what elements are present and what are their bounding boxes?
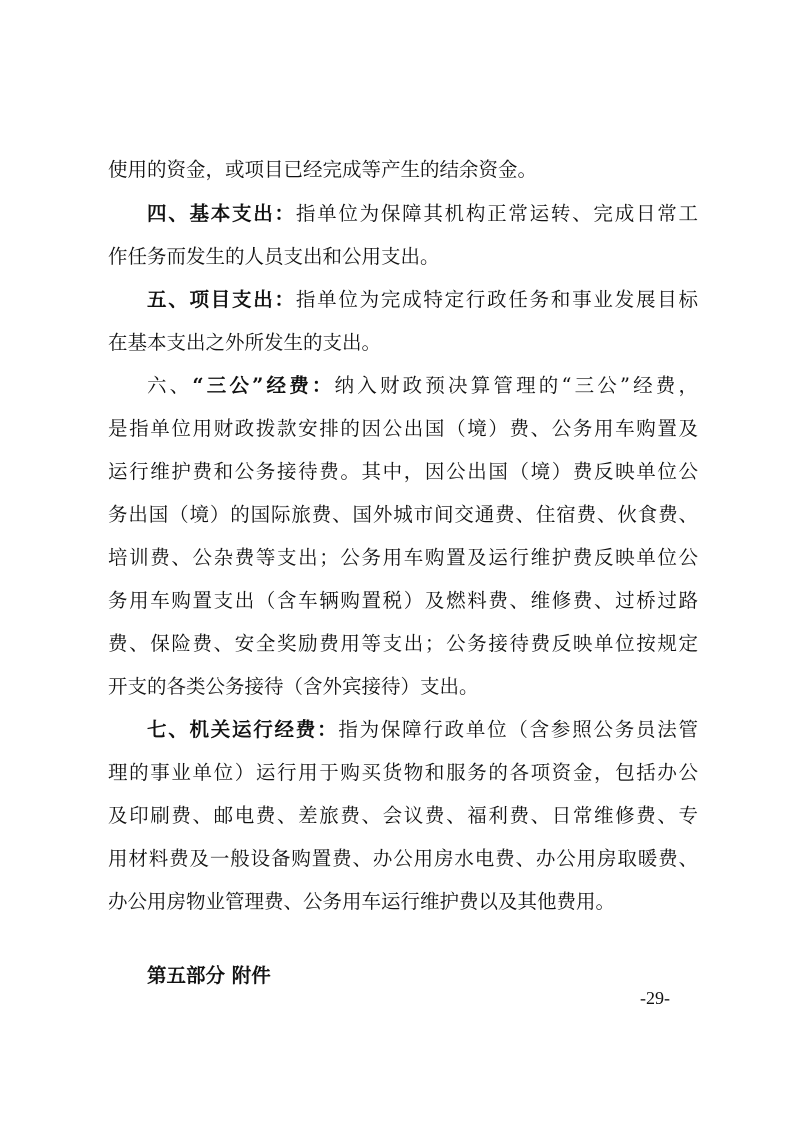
paragraph-line: 费、保险费、安全奖励费用等支出；公务接待费反映单位按规定	[108, 632, 698, 655]
paragraph-line: 及印刷费、邮电费、差旅费、会议费、福利费、日常维修费、专	[108, 804, 698, 827]
paragraph-text: 指单位为完成特定行政任务和事业发展目标	[295, 288, 698, 311]
paragraph-line: 务用车购置支出（含车辆购置税）及燃料费、维修费、过桥过路	[108, 589, 698, 612]
term-prefix: 六、	[147, 374, 193, 397]
paragraph-text: 指为保障行政单位（含参照公务员法管	[338, 718, 698, 741]
paragraph-line	[147, 716, 698, 744]
paragraph-line: 是指单位用财政拨款安排的因公出国（境）费、公务用车购置及	[108, 417, 698, 440]
paragraph-line: 使用的资金，或项目已经完成等产生的结余资金。	[108, 158, 538, 181]
paragraph-line: 在基本支出之外所发生的支出。	[108, 331, 382, 354]
paragraph-line: 开支的各类公务接待（含外宾接待）支出。	[108, 675, 479, 698]
section-title: 第五部分 附件	[147, 964, 271, 987]
paragraph-line	[147, 286, 698, 314]
term-heading: “三公”经费：	[192, 374, 335, 397]
paragraph-line: 作任务而发生的人员支出和公用支出。	[108, 245, 440, 268]
page-number: -29-	[640, 988, 670, 1008]
paragraph-line	[147, 372, 698, 400]
paragraph-line: 办公用房物业管理费、公务用车运行维护费以及其他费用。	[108, 890, 616, 913]
term-heading: 七、机关运行经费：	[147, 718, 339, 741]
paragraph-line: 理的事业单位）运行用于购买货物和服务的各项资金，包括办公	[108, 761, 698, 784]
paragraph-line	[147, 200, 698, 228]
paragraph-line: 务出国（境）的国际旅费、国外城市间交通费、住宿费、伙食费、	[108, 503, 698, 526]
term-heading: 四、基本支出：	[147, 202, 296, 225]
paragraph-line: 运行维护费和公务接待费。其中，因公出国（境）费反映单位公	[108, 460, 698, 483]
paragraph-text: 纳入财政预决算管理的“三公”经费，	[334, 374, 698, 397]
paragraph-line: 用材料费及一般设备购置费、办公用房水电费、办公用房取暖费、	[108, 847, 698, 870]
term-heading: 五、项目支出：	[147, 288, 296, 311]
paragraph-text: 指单位为保障其机构正常运转、完成日常工	[295, 202, 698, 225]
paragraph-line: 培训费、公杂费等支出；公务用车购置及运行维护费反映单位公	[108, 546, 698, 569]
